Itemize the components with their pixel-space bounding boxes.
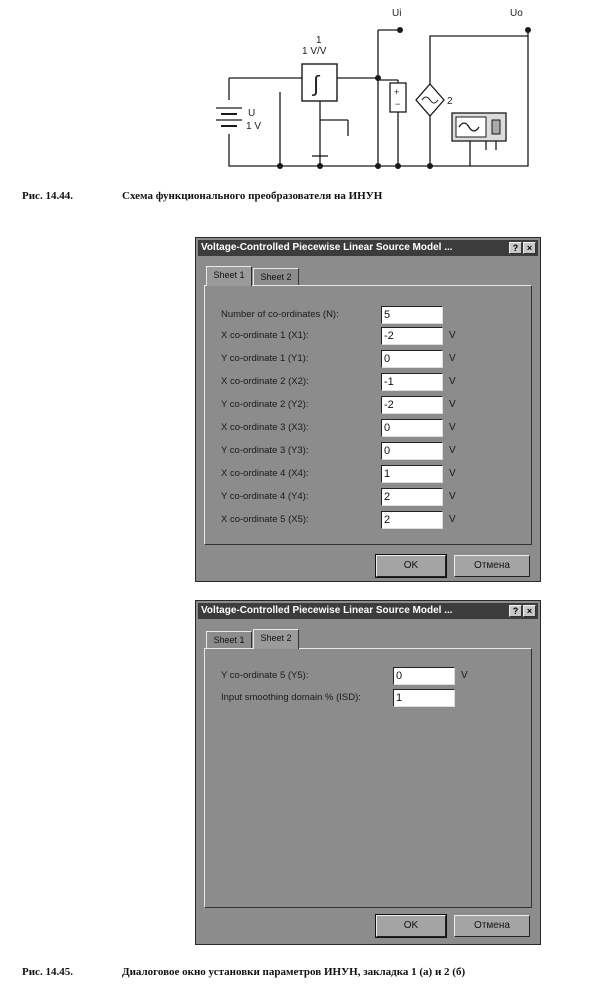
param-unit: V: [449, 491, 456, 502]
param-input[interactable]: -1: [381, 373, 443, 391]
dialog-title: Voltage-Controlled Piecewise Linear Source Model ...: [201, 605, 453, 616]
tab-panel: [204, 648, 532, 908]
param-unit: V: [449, 376, 456, 387]
node-ui-label: Ui: [392, 8, 402, 19]
caption-text: Схема функционального преобразователя на ИНУН: [122, 190, 383, 202]
figure-caption-1: [22, 190, 582, 206]
param-label: X co-ordinate 2 (X2):: [221, 376, 309, 387]
battery-symbol: [215, 100, 243, 134]
close-button[interactable]: ×: [523, 605, 536, 617]
param-label: Y co-ordinate 1 (Y1):: [221, 353, 309, 364]
param-unit: V: [449, 330, 456, 341]
integrator-block: [302, 64, 337, 101]
param-input[interactable]: 2: [381, 488, 443, 506]
param-unit: V: [449, 422, 456, 433]
oscilloscope-screen: [456, 117, 486, 137]
dialog-titlebar[interactable]: [198, 240, 538, 256]
oscilloscope-terminals: [492, 120, 500, 134]
param-input[interactable]: 1: [393, 689, 455, 707]
param-label: Y co-ordinate 4 (Y4):: [221, 491, 309, 502]
cancel-button[interactable]: Отмена: [454, 915, 530, 937]
param-unit: V: [449, 445, 456, 456]
tab-sheet2[interactable]: Sheet 2: [253, 268, 299, 286]
tab-panel: [204, 285, 532, 545]
circuit-schematic: [0, 0, 605, 180]
param-label: Y co-ordinate 5 (Y5):: [221, 670, 309, 681]
dialog-sheet2: [195, 600, 541, 945]
param-label: Y co-ordinate 2 (Y2):: [221, 399, 309, 410]
sensor-minus: −: [395, 99, 401, 109]
param-input[interactable]: -2: [381, 396, 443, 414]
ok-button[interactable]: OK: [376, 555, 446, 577]
param-unit: V: [449, 353, 456, 364]
ground-symbol: [312, 120, 348, 156]
caption-number: Рис. 14.44.: [22, 190, 73, 202]
integrator-symbol: ∫: [313, 71, 320, 96]
node-uo-label: Uo: [510, 8, 523, 19]
param-input[interactable]: 0: [381, 350, 443, 368]
tab-sheet2[interactable]: Sheet 2: [253, 629, 299, 649]
integrator-gain: 1 V/V: [302, 46, 327, 57]
dialog-sheet1: [195, 237, 541, 582]
param-label: X co-ordinate 4 (X4):: [221, 468, 309, 479]
param-unit: V: [461, 670, 468, 681]
param-unit: V: [449, 399, 456, 410]
close-button[interactable]: ×: [523, 242, 536, 254]
caption-number: Рис. 14.45.: [22, 966, 73, 978]
param-input[interactable]: 0: [381, 442, 443, 460]
param-input[interactable]: 2: [381, 511, 443, 529]
help-button[interactable]: ?: [509, 605, 522, 617]
dialog-title: Voltage-Controlled Piecewise Linear Source Model ...: [201, 242, 453, 253]
cancel-button[interactable]: Отмена: [454, 555, 530, 577]
source-number: 2: [447, 96, 453, 107]
param-unit: V: [449, 468, 456, 479]
param-input[interactable]: -2: [381, 327, 443, 345]
param-label: X co-ordinate 5 (X5):: [221, 514, 309, 525]
dialog-titlebar[interactable]: [198, 603, 538, 619]
integrator-number: 1: [316, 35, 322, 46]
param-input[interactable]: 0: [381, 419, 443, 437]
param-input[interactable]: 5: [381, 306, 443, 324]
param-label: Y co-ordinate 3 (Y3):: [221, 445, 309, 456]
sensor-plus: +: [394, 87, 400, 97]
battery-value: 1 V: [246, 121, 262, 132]
tab-sheet1[interactable]: Sheet 1: [206, 631, 252, 649]
param-label: X co-ordinate 1 (X1):: [221, 330, 309, 341]
tab-sheet1[interactable]: Sheet 1: [206, 266, 252, 286]
param-label: X co-ordinate 3 (X3):: [221, 422, 309, 433]
ok-button[interactable]: OK: [376, 915, 446, 937]
param-input[interactable]: 1: [381, 465, 443, 483]
figure-caption-2: [22, 966, 602, 982]
battery-label: U: [248, 108, 256, 119]
param-input[interactable]: 0: [393, 667, 455, 685]
param-label: Number of co-ordinates (N):: [221, 309, 339, 320]
help-button[interactable]: ?: [509, 242, 522, 254]
param-unit: V: [449, 514, 456, 525]
caption-text: Диалоговое окно установки параметров ИНУН, закладка 1 (а) и 2 (б): [122, 966, 466, 978]
param-label: Input smoothing domain % (ISD):: [221, 692, 361, 703]
